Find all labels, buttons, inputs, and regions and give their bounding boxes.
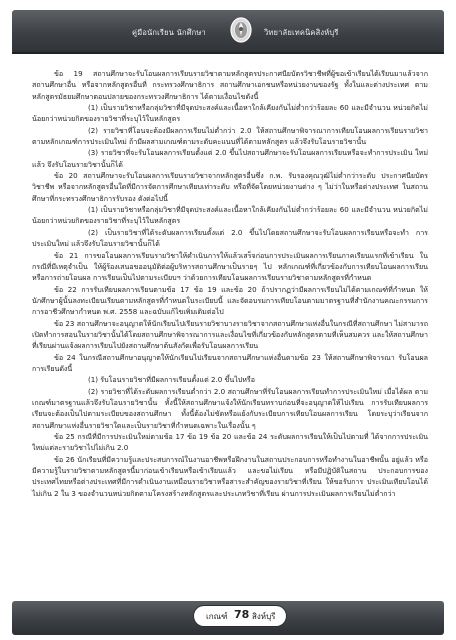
footer-label-left: เกณฑ์ [206,612,228,621]
regulation-paragraph: ข้อ 26 นักเรียนที่มีความรู้และประสบการณ์ในงานอาชีพหรือฝึกงานในสถานประกอบการหรือทำงานในอาชีพนั้น อยู่แล้ว หรือมีความรู้ในรายวิชาตามหลักสูตรนี้มาก่อนเข้าเรียนหรือเข้าเรียนแล้ว และขอไม่เรียน หรือมีปฏิบัติในสถาน ประกอบการของประเทศไทยหรือต่างประเทศที่มีการดำเนินงานเหมือนรายวิชาหรือสาระสำคัญของรายวิชาที่เรียน ให้ขอรับการ ประเมินเทียบโอนได้ไม่เกิน 2 ใน 3 ของจำนวนหน่วยกิตตามโครงสร้างหลักสูตรและประเภทวิชาที่เรียน ผ่านการประเมินผลการเรียนไม่ต่ำกว่า [32,454,428,498]
page-number-badge [194,606,286,626]
regulation-paragraph: ข้อ 25 กรณีที่มีการประเมินใหม่ตามข้อ 17 ข้อ 19 ข้อ 20 และข้อ 24 ระดับผลการเรียนให้เป็นไปตามที่ ได้จากการประเมินใหม่แต่ละรายวิชาไปไม่เกิน 2.0 [32,432,428,453]
college-name: วิทยาลัยเทคนิคสิงห์บุรี [264,28,339,37]
regulation-paragraph: ข้อ 21 การขอโอนผลการเรียนรายวิชาให้ดำเนินการให้แล้วเสร็จก่อนการประเมินผลการเรียนภาคเรียนแรกที่เข้าเรียน ในกรณีที่มีเหตุจำเป็น ให้ผู้ร้องเสนอขออนุมัติต่อผู้บริหารสถานศึกษาเป็นรายๆ ไป หลักเกณฑ์ที่เกี่ยวข้องกับการเทียบโอนผลการเรียนหรือการถ่ายโอนผล การเรียนเป็นไปตามระเบียบฯ ว่าด้วยการเทียบโอนผลการเรียนรายวิชาตามหลักสูตรที่กำหนด [32,250,428,283]
regulation-paragraph: ข้อ 19 สถานศึกษาจะรับโอนผลการเรียนรายวิชาตามหลักสูตรประกาศนียบัตรวิชาชีพที่ผู้ขอเข้าเรียนได้เรียนมาแล้วจากสถานศึกษาอื่น หรือจากหลักสูตรอื่นที่ กระทรวงศึกษาธิการ สถานศึกษาเอกชนหรือหน่วยงานของรัฐ ทั้งในและต่างประเทศ ตามหลักสูตรมัธยมศึกษาตอนปลายของกระทรวงศึกษาธิการ ได้ตามเงื่อนไขดังนี้ [32,69,428,101]
page-number: 78 [234,608,250,621]
page-header [12,10,444,54]
regulation-paragraph: ข้อ 23 สถานศึกษาจะอนุญาตให้นักเรียนไปเรียนรายวิชาบางรายวิชาจากสถานศึกษาแห่งอื่นในกรณีที่สถานศึกษา ไม่สามารถเปิดทำการสอนในรายวิชานั้นได้โดยสถานศึกษาพิจารณาการและเงื่อนไขที่เกี่ยวข้องกับหลักสูตรตามที่เห็นสมควร และให้สถานศึกษาที่เรียนผ่านแจ้งผลการเรียนไปยังสถานศึกษาต้นสังกัดเพื่อรับโอนผลการเรียน [32,318,428,351]
regulation-paragraph: (2) รายวิชาที่โอนจะต้องมีผลการเรียนไม่ต่ำกว่า 2.0 ให้สถานศึกษาพิจารณาการเทียบโอนผลการเรียนรายวิชาตามหลักเกณฑ์การประเมินใหม่ ถ้ามีผลสามเกณฑ์ตามระดับคะแนนที่ได้ตามหลักสูตร แล้วจึงรับโอนรายวิชานั้น [32,125,428,147]
regulation-paragraph: (1) เป็นรายวิชาหรือกลุ่มวิชาที่มีจุดประสงค์และเนื้อหาใกล้เคียงกันไม่ต่ำกว่าร้อยละ 60 และมีจำนวน หน่วยกิตไม่น้อยกว่าหน่วยกิตของรายวิชาที่ระบุไว้ในหลักสูตร [32,103,428,124]
regulation-text [32,68,428,499]
college-emblem-icon [229,16,253,44]
header-divider [12,52,444,54]
regulation-paragraph: ข้อ 24 ในกรณีสถานศึกษาอนุญาตให้นักเรียนไปเรียนจากสถานศึกษาแห่งอื่นตามข้อ 23 ให้สถานศึกษาพิจารณา รับโอนผลการเรียนดังนี้ [32,352,428,373]
handbook-title: คู่มือนักเรียน นักศึกษา [132,28,206,37]
footer-label-right: สิงห์บุรี [252,612,276,621]
regulation-paragraph: (1) รับโอนรายวิชาที่มีผลการเรียนตั้งแต่ 2.0 ขึ้นไปหรือ [88,375,256,385]
regulation-paragraph: (2) เป็นรายวิชาที่ได้ระดับผลการเรียนตั้งแต่ 2.0 ขึ้นไปโดยสถานศึกษาจะรับโอนผลการเรียนหรือจะทำ การประเมินใหม่ แล้วจึงรับโอนรายวิชานั้นก็ได้ [32,227,428,249]
regulation-paragraph: ข้อ 20 สถานศึกษาจะรับโอนผลการเรียนรายวิชาจากหลักสูตรอื่นซึ่ง ก.พ. รับรองคุณวุฒิไม่ต่ำกว่าระดับ ประกาศนียบัตรวิชาชีพ หรือจากหลักสูตรอื่นใดที่มีการจัดการศึกษาเทียบเท่าระดับ หรือที่จัดโดยหน่วยงานต่าง ๆ ไม่ว่าในหรือต่างประเทศ ในสถานศึกษาที่กระทรวงศึกษาธิการรับรอง ดังต่อไปนี้ [32,171,428,203]
page-footer [12,601,444,635]
regulation-paragraph: ข้อ 22 การรับเทียบผลการเรียนตามข้อ 17 ข้อ 19 และข้อ 20 ถ้าปรากฏว่ามีผลการเรียนไม่ได้ตามเกณฑ์ที่กำหนด ให้นักศึกษาผู้นั้นลงทะเบียนเรียนตามหลักสูตรที่กำหนดในระเบียบนี้ และจัดอบรมการเทียบโอนตามมาตรฐานที่สำนักงานคณะกรรมการการอาชีวศึกษากำหนด พ.ศ. 2558 และฉบับแก้ไขเพิ่มเติมต่อไป [32,284,428,317]
regulation-paragraph: (1) เป็นรายวิชาหรือกลุ่มวิชาที่มีจุดประสงค์และเนื้อหาใกล้เคียงกันไม่ต่ำกว่าร้อยละ 60 และมีจำนวน หน่วยกิตไม่น้อยกว่าหน่วยกิตของรายวิชาที่ระบุไว้ในหลักสูตร [32,205,428,226]
regulation-paragraph: (3) รายวิชาที่จะรับโอนผลการเรียนตั้งแต่ 2.0 ขึ้นไปสถานศึกษาจะรับโอนผลการเรียนหรือจะทำการประเมิน ใหม่แล้ว จึงรับโอนรายวิชานั้นก็ได้ [32,148,428,169]
regulation-paragraph: (2) รายวิชาที่ได้ระดับผลการเรียนต่ำกว่า 2.0 สถานศึกษาที่รับโอนผลการเรียนทำการประเมินใหม่ เมื่อได้ผล ตามเกณฑ์มาตรฐานแล้วจึงรับโอนรายวิชานั้น ทั้งนี้ให้สถานศึกษาแจ้งให้นักเรียนทราบก่อนที่จะอนุญาตให้ไปเรียน การรับเทียบผลการเรียนจะต้องเป็นไปตามระเบียบของสถานศึกษา ทั้งนี้ต้องไม่ขัดหรือแย้งกับระเบียบการเทียบโอนผลการเรียน โดยระบุว่าเรียนจากสถานศึกษาแห่งอื่นรายวิชาใดและเป็นรายวิชาที่กำหนดเฉพาะในเรื่องนั้น ๆ [32,386,428,430]
